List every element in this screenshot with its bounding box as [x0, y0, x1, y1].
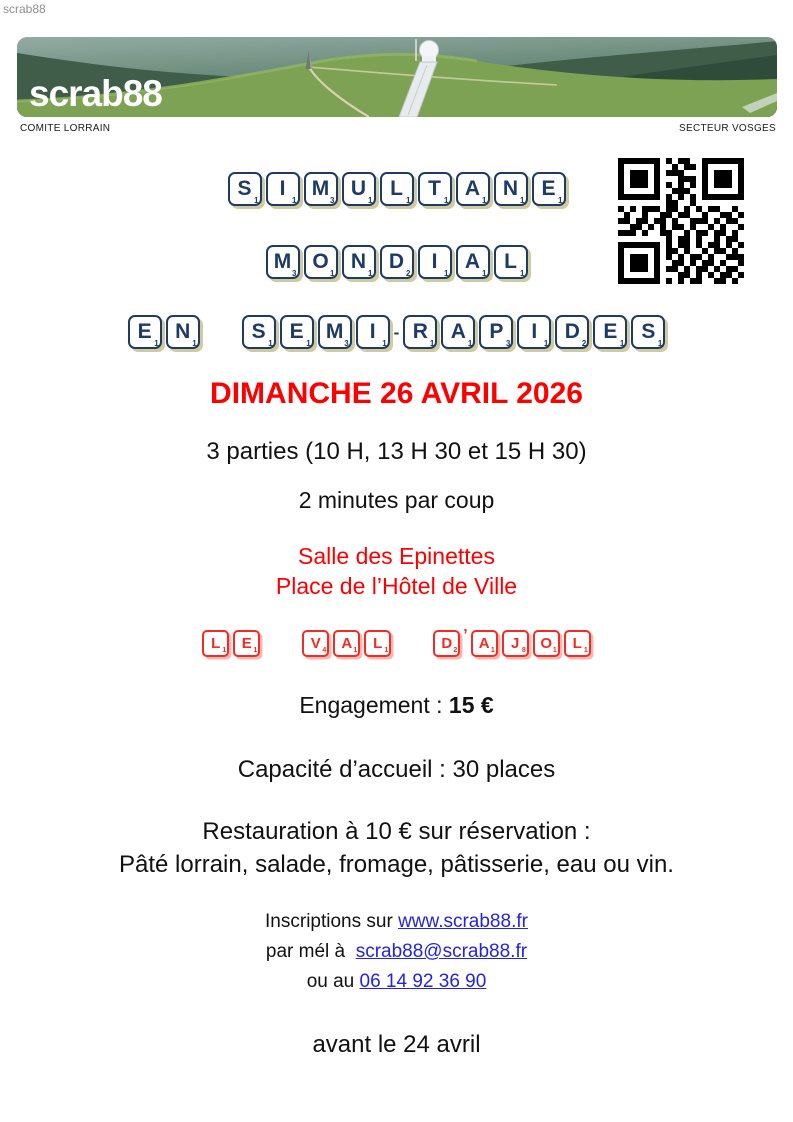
scrabble-tile-R: R 1 [403, 315, 437, 349]
scrabble-tile-L: L 1 [380, 172, 414, 206]
tile-value: 1 [490, 647, 495, 654]
tile-value: 4 [322, 647, 327, 654]
tile-value: 1 [657, 339, 663, 348]
tile-value: 1 [444, 269, 449, 278]
tile-word-en-semi-rapides [0, 315, 793, 349]
scrabble-tile-M: M 3 [318, 315, 352, 349]
tile-value: 2 [406, 269, 411, 278]
scrabble-tile-S: S 1 [631, 315, 665, 349]
scrabble-tile-E: E 1 [233, 630, 260, 657]
tile-value: 1 [382, 339, 387, 348]
scrabble-tile-N: N 1 [494, 172, 528, 206]
scrabble-tile-I: I 1 [356, 315, 390, 349]
scrabble-tile-E: E 1 [532, 172, 566, 206]
fee-line [0, 692, 793, 719]
catering-line-1: Restauration à 10 € sur réservation : [202, 818, 591, 845]
venue-address: Place de l’Hôtel de Ville [275, 573, 518, 599]
scrabble-tile-S: S 1 [242, 315, 276, 349]
scrabble-tile-I: I 1 [517, 315, 551, 349]
tile-value: 1 [482, 269, 487, 278]
catering-line-2: Pâté lorrain, salade, fromage, pâtisserie, eau ou vin. [119, 851, 674, 878]
tile-word-simultane [0, 172, 793, 206]
scrabble-tile-E: E 1 [280, 315, 314, 349]
tile-value: 1 [368, 196, 373, 205]
scrabble-tile-A: A 1 [471, 630, 498, 657]
tile-value: 1 [583, 647, 588, 654]
pace-line: 2 minutes par coup [298, 487, 495, 513]
scrabble-tile-J: J 8 [502, 630, 529, 657]
comite-label: COMITE LORRAIN [20, 123, 111, 134]
tile-value: 3 [344, 339, 349, 348]
tile-value: 1 [253, 647, 258, 654]
tile-value: 1 [406, 196, 411, 205]
tile-value: 1 [482, 196, 487, 205]
tile-value: 3 [505, 339, 511, 348]
scrabble-tile-S: S 1 [228, 172, 262, 206]
scrabble-tile-O: O 1 [533, 630, 560, 657]
venue-name: Salle des Epinettes [298, 543, 495, 569]
page-watermark: scrab88 [3, 2, 46, 16]
tile-word-le-val-d-ajol [0, 627, 793, 657]
registration-line [0, 911, 793, 933]
tile-value: 1 [353, 647, 358, 654]
tile-value: 3 [330, 196, 335, 205]
email-prefix: par mél à [265, 941, 356, 962]
tile-value: 1 [268, 339, 273, 348]
tile-value: 1 [306, 339, 311, 348]
tile-value: 1 [543, 339, 549, 348]
tile-value: 1 [520, 196, 525, 205]
tile-word-mondial [0, 245, 793, 279]
scrabble-tile-M: M 3 [304, 172, 338, 206]
tile-separator: - [393, 323, 400, 342]
tile-value: 2 [453, 647, 458, 654]
tile-value: 1 [154, 339, 159, 348]
tile-value: 1 [292, 196, 297, 205]
scrabble-tile-E: E 1 [128, 315, 162, 349]
scrabble-tile-D: D 2 [380, 245, 414, 279]
tile-value: 3 [292, 269, 297, 278]
scrabble-tile-O: O 1 [304, 245, 338, 279]
tile-value: 1 [192, 339, 197, 348]
scrabble-tile-N: N 1 [342, 245, 376, 279]
tile-value: 1 [467, 339, 473, 348]
registration-prefix: Inscriptions sur [265, 911, 399, 932]
fee-value: 15 € [448, 692, 494, 718]
scrabble-tile-P: P 3 [479, 315, 513, 349]
banner-logo-text: scrab88 [29, 73, 162, 114]
sessions-line: 3 parties (10 H, 13 H 30 et 15 H 30) [206, 438, 587, 465]
secteur-label: SECTEUR VOSGES [679, 123, 776, 134]
scrabble-tile-D: D 2 [555, 315, 589, 349]
phone-link[interactable]: 06 14 92 36 90 [359, 971, 487, 992]
phone-prefix: ou au [306, 971, 360, 992]
deadline-line: avant le 24 avril [312, 1031, 481, 1058]
scrabble-tile-A: A 1 [456, 245, 490, 279]
scrabble-tile-E: E 1 [593, 315, 627, 349]
event-date-heading: DIMANCHE 26 AVRIL 2026 [210, 377, 583, 410]
tile-value: 2 [581, 339, 587, 348]
tile-value: 1 [619, 339, 625, 348]
scrabble-tile-M: M 3 [266, 245, 300, 279]
scrabble-tile-V: V 4 [302, 630, 329, 657]
scrabble-tile-T: T 1 [418, 172, 452, 206]
scrabble-tile-N: N 1 [166, 315, 200, 349]
scrabble-tile-D: D 2 [433, 630, 460, 657]
tile-value: 1 [520, 269, 525, 278]
tile-value: 1 [558, 196, 563, 205]
header-banner [17, 37, 777, 117]
fee-label: Engagement : [299, 692, 449, 718]
scrabble-tile-L: L 1 [564, 630, 591, 657]
tile-separator: ’ [463, 627, 468, 644]
tile-value: 1 [429, 339, 435, 348]
tile-value: 1 [552, 647, 557, 654]
email-link[interactable]: scrab88@scrab88.fr [355, 941, 528, 962]
tile-value: 8 [521, 647, 526, 654]
scrabble-tile-U: U 1 [342, 172, 376, 206]
scrabble-tile-L: L 1 [202, 630, 229, 657]
phone-line [0, 971, 793, 993]
tile-value: 1 [368, 269, 373, 278]
scrabble-tile-I: I 1 [418, 245, 452, 279]
scrabble-tile-A: A 1 [333, 630, 360, 657]
capacity-line: Capacité d’accueil : 30 places [237, 756, 556, 783]
tile-value: 1 [222, 647, 227, 654]
scrabble-tile-L: L 1 [364, 630, 391, 657]
scrabble-tile-A: A 1 [441, 315, 475, 349]
tile-value: 1 [330, 269, 335, 278]
scrabble-tile-L: L 1 [494, 245, 528, 279]
tile-value: 1 [384, 647, 389, 654]
website-link[interactable]: www.scrab88.fr [398, 911, 528, 932]
scrabble-tile-A: A 1 [456, 172, 490, 206]
tile-value: 1 [444, 196, 449, 205]
scrabble-tile-I: I 1 [266, 172, 300, 206]
email-line [0, 941, 793, 963]
tile-value: 1 [254, 196, 259, 205]
